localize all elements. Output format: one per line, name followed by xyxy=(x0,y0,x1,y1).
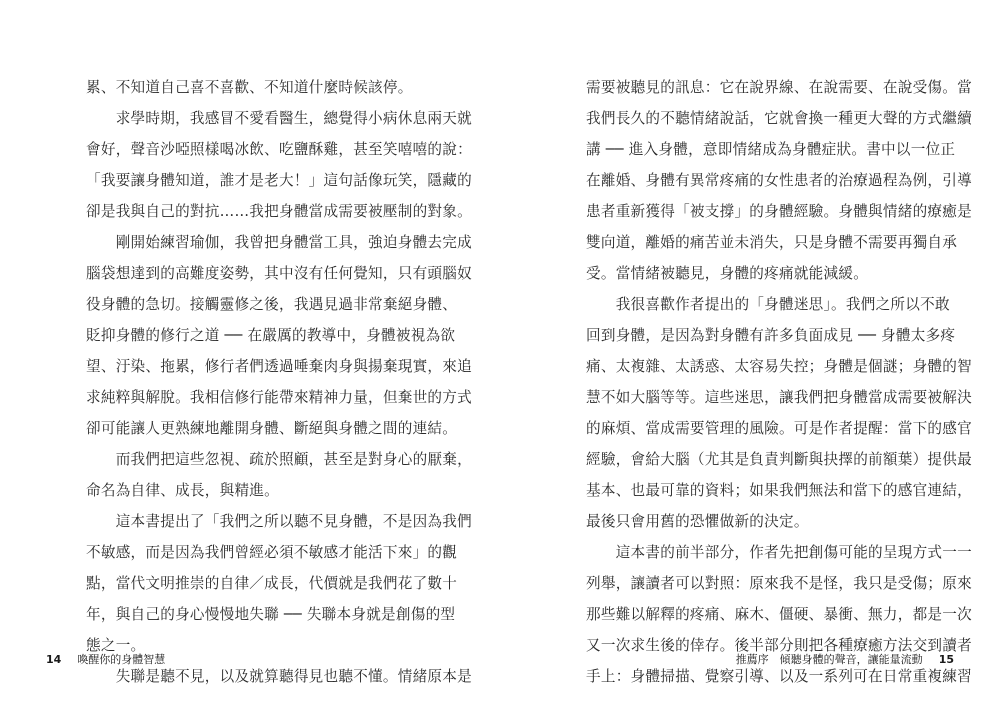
text-line: 點，當代文明推崇的自律／成長，代價就是我們花了數十 xyxy=(86,575,458,592)
text-line: 卻是我與自己的對抗……我把身體當成需要被壓制的對象。 xyxy=(86,203,472,220)
left-page-text-column xyxy=(86,72,472,692)
text-line: 經驗，會給大腦（尤其是負責判斷與抉擇的前額葉）提供最 xyxy=(586,451,972,468)
text-line: 卻可能讓人更熟練地離開身體、斷絕與身體之間的連結。 xyxy=(86,420,458,437)
text-line: 這本書的前半部分，作者先把創傷可能的呈現方式一一 xyxy=(586,544,972,561)
right-page-footer xyxy=(736,650,954,670)
text-line: 的麻煩、當成需要管理的風險。可是作者提醒：當下的感官 xyxy=(586,420,972,437)
text-line: 受。當情緒被聽見，身體的疼痛就能減緩。 xyxy=(586,265,869,282)
text-line: 不敏感，而是因為我們曾經必須不敏感才能活下來」的觀 xyxy=(86,544,458,561)
text-line: 態之一。 xyxy=(86,637,146,654)
text-line: 手上：身體掃描、覺察引導、以及一系列可在日常重複練習 xyxy=(586,668,972,685)
text-line: 而我們把這些忽視、疏於照顧，甚至是對身心的厭棄， xyxy=(86,451,472,468)
text-line: 慧不如大腦等等。這些迷思，讓我們把身體當成需要被解決 xyxy=(586,389,972,406)
page-number: 15 xyxy=(938,653,954,666)
text-line: 腦袋想達到的高難度姿勢，其中沒有任何覺知，只有頭腦奴 xyxy=(86,265,472,282)
page-number: 14 xyxy=(46,653,62,666)
text-line: 望、汙染、拖累，修行者們透過唾棄肉身與揚棄現實，來追 xyxy=(86,358,472,375)
text-line: 需要被聽見的訊息：它在說界線、在說需要、在說受傷。當 xyxy=(586,79,972,96)
text-line: 痛、太複雜、太誘惑、太容易失控；身體是個謎；身體的智 xyxy=(586,358,972,375)
left-page-footer xyxy=(46,650,165,670)
text-line: 患者重新獲得「被支撐」的身體經驗。身體與情緒的療癒是 xyxy=(586,203,972,220)
text-line: 求學時期，我感冒不愛看醫生，總覺得小病休息兩天就 xyxy=(86,110,472,127)
text-line: 基本、也最可靠的資料；如果我們無法和當下的感官連結， xyxy=(586,482,972,499)
text-line: 失聯是聽不見，以及就算聽得見也聽不懂。情緒原本是 xyxy=(86,668,472,685)
text-line: 剛開始練習瑜伽，我曾把身體當工具，強迫身體去完成 xyxy=(86,234,472,251)
text-line: 在離婚、身體有異常疼痛的女性患者的治療過程為例，引導 xyxy=(586,172,972,189)
text-line: 列舉，讓讀者可以對照：原來我不是怪，我只是受傷；原來 xyxy=(586,575,972,592)
running-head: 推薦序 傾聽身體的聲音，讓能量流動 xyxy=(735,653,923,666)
running-head: 喚醒你的身體智慧 xyxy=(77,653,166,666)
text-line: 我很喜歡作者提出的「身體迷思」。我們之所以不敢 xyxy=(586,296,950,313)
text-line: 我們長久的不聽情緒說話，它就會換一種更大聲的方式繼續 xyxy=(586,110,972,127)
text-line: 最後只會用舊的恐懼做新的決定。 xyxy=(586,513,809,530)
text-line: 雙向道，離婚的痛苦並未消失，只是身體不需要再獨自承 xyxy=(586,234,958,251)
text-line: 役身體的急切。接觸靈修之後，我遇見過非常棄絕身體、 xyxy=(86,296,458,313)
text-line: 這本書提出了「我們之所以聽不見身體，不是因為我們 xyxy=(86,513,472,530)
text-line: 貶抑身體的修行之道 ── 在嚴厲的教導中，身體被視為欲 xyxy=(86,327,456,344)
text-line: 累、不知道自己喜不喜歡、不知道什麼時候該停。 xyxy=(86,79,413,96)
text-line: 又一次求生後的倖存。後半部分則把各種療癒方法交到讀者 xyxy=(586,637,972,654)
text-line: 那些難以解釋的疼痛、麻木、僵硬、暴衝、無力，都是一次 xyxy=(586,606,972,623)
text-line: 回到身體，是因為對身體有許多負面成見 ── 身體太多疼 xyxy=(586,327,956,344)
text-line: 命名為自律、成長，與精進。 xyxy=(86,482,279,499)
text-line: 年，與自己的身心慢慢地失聯 ── 失聯本身就是創傷的型 xyxy=(86,606,456,623)
text-line: 會好，聲音沙啞照樣喝冰飲、吃鹽酥雞，甚至笑嘻嘻的說： xyxy=(86,141,472,158)
text-line: 講 ── 進入身體，意即情緒成為身體症狀。書中以一位正 xyxy=(586,141,956,158)
text-line: 「我要讓身體知道，誰才是老大！」這句話像玩笑，隱藏的 xyxy=(86,172,472,189)
right-page xyxy=(500,0,1000,710)
text-line: 求純粹與解脫。我相信修行能帶來精神力量，但棄世的方式 xyxy=(86,389,472,406)
